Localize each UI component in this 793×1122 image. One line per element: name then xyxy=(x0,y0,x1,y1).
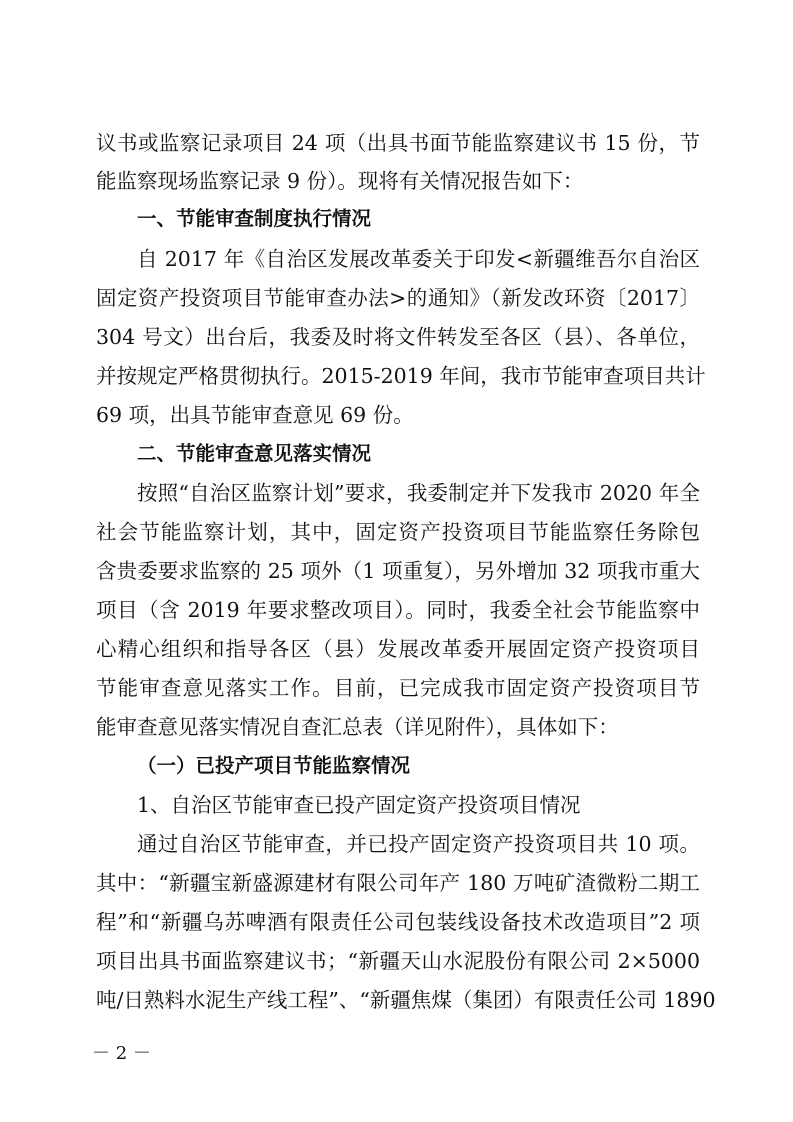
subsection-item-title: 1、自治区节能审查已投产固定资产投资项目情况 xyxy=(137,793,581,817)
paragraph-line: 304 号文）出台后，我委及时将文件转发至各区（县）、各单位， xyxy=(96,325,700,349)
paragraph-line: 程”和“新疆乌苏啤酒有限责任公司包装线设备技术改造项目”2 项 xyxy=(96,910,700,934)
paragraph-line: 通过自治区节能审查，并已投产固定资产投资项目共 10 项。 xyxy=(137,832,700,856)
paragraph-line: 吨/日熟料水泥生产线工程”、“新疆焦煤（集团）有限责任公司 1890 xyxy=(96,988,716,1012)
paragraph-line: 项目（含 2019 年要求整改项目）。同时，我委全社会节能监察中 xyxy=(96,598,700,622)
paragraph-line: 按照“自治区监察计划”要求，我委制定并下发我市 2020 年全 xyxy=(137,481,700,505)
paragraph-line: 项目出具书面监察建议书；“新疆天山水泥股份有限公司 2×5000 xyxy=(96,949,700,973)
paragraph-line: 心精心组织和指导各区（县）发展改革委开展固定资产投资项目 xyxy=(96,637,700,661)
paragraph-line: 69 项，出具节能审查意见 69 份。 xyxy=(96,403,414,427)
paragraph-line: 能审查意见落实情况自查汇总表（详见附件），具体如下： xyxy=(96,715,619,739)
page-number: － 2 － xyxy=(92,1043,151,1064)
subsection-heading: （一）已投产项目节能监察情况 xyxy=(137,754,411,777)
paragraph-line: 节能审查意见落实工作。目前，已完成我市固定资产投资项目节 xyxy=(96,676,700,700)
paragraph-line: 能监察现场监察记录 9 份）。现将有关情况报告如下： xyxy=(96,169,584,193)
paragraph-line: 其中：“新疆宝新盛源建材有限公司年产 180 万吨矿渣微粉二期工 xyxy=(96,871,700,895)
paragraph-line: 自 2017 年《自治区发展改革委关于印发<新疆维吾尔自治区 xyxy=(137,247,700,271)
section-heading: 二、节能审查意见落实情况 xyxy=(137,442,372,465)
paragraph-line: 社会节能监察计划，其中，固定资产投资项目节能监察任务除包 xyxy=(96,520,700,544)
paragraph-line: 议书或监察记录项目 24 项（出具书面节能监察建议书 15 份，节 xyxy=(96,131,700,155)
section-heading: 一、节能审查制度执行情况 xyxy=(137,207,372,230)
paragraph-line: 含贵委要求监察的 25 项外（1 项重复），另外增加 32 项我市重大 xyxy=(96,559,700,583)
paragraph-line: 固定资产投资项目节能审查办法>的通知》（新发改环资〔2017〕 xyxy=(96,286,700,310)
paragraph-line: 并按规定严格贯彻执行。2015-2019 年间，我市节能审查项目共计 xyxy=(96,364,706,388)
